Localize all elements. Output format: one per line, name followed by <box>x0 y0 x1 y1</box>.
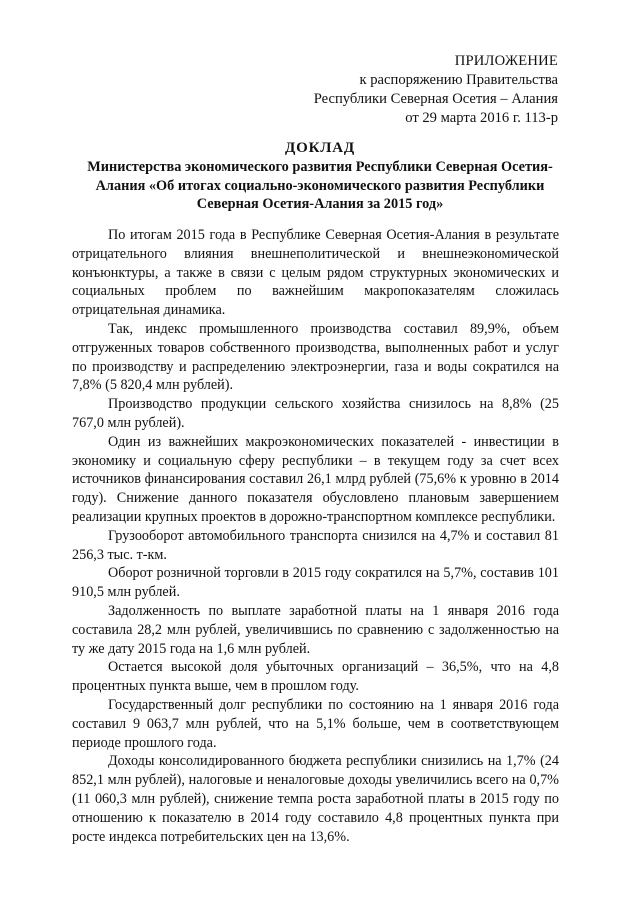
report-body <box>72 226 559 846</box>
appendix-government-line: Республики Северная Осетия – Алания <box>313 91 558 107</box>
appendix-order-line: к распоряжению Правительства <box>359 72 558 88</box>
paragraph: По итогам 2015 года в Республике Северная Осетия-Алания в результате отрицательного влияния внешнеполитической и внешнеэкономической конъюнктуры, а также в связи с целым рядом структурных экономических и социальных проблем по важнейшим макропоказателям сложилась отрицательная динамика. <box>72 227 559 319</box>
paragraph: Один из важнейших макроэкономических показателей - инвестиции в экономику и социальную сферу республики – в текущем году за счет всех источников финансирования составил 26,1 млрд рублей (75,6% к уровню в 2014 году). Снижение данного показателя обусловлено плановым завершением реализации крупных проектов в дорожно-транспортном комплексе республики. <box>72 433 559 525</box>
report-subtitle: Министерства экономического развития Республики Северная Осетия-Алания «Об итогах социально-экономического развития Республики Северная Осетия-Алания за 2015 год» <box>87 159 553 212</box>
appendix-label: ПРИЛОЖЕНИЕ <box>454 53 558 69</box>
appendix-header <box>228 52 558 128</box>
paragraph: Производство продукции сельского хозяйства снизилось на 8,8% (25 767,0 млн рублей). <box>72 396 559 431</box>
report-title: ДОКЛАД <box>285 140 355 156</box>
paragraph: Грузооборот автомобильного транспорта снизился на 4,7% и составил 81 256,3 тыс. т-км. <box>72 527 559 563</box>
paragraph: Оборот розничной торговли в 2015 году сократился на 5,7%, составив 101 910,5 млн рублей. <box>72 565 559 601</box>
paragraph: Государственный долг республики по состоянию на 1 января 2016 года составил 9 063,7 млн рублей, что на 5,1% больше, чем в соответствующем периоде прошлого года. <box>72 696 559 751</box>
paragraph: Задолженность по выплате заработной платы на 1 января 2016 года составила 28,2 млн рублей, увеличившись по сравнению с задолженностью на ту же дату 2015 года на 1,6 млн рублей. <box>72 602 559 657</box>
paragraph: Доходы консолидированного бюджета республики снизились на 1,7% (24 852,1 млн рублей), налоговые и неналоговые доходы увеличились всего на 0,7% (11 060,3 млн рублей), снижение темпа роста заработной платы в 2015 году по отношению к показателю в 2014 году составило 4,8 процентных пункта при росте индекса потребительских цен на 13,6%. <box>72 753 559 845</box>
paragraph: Так, индекс промышленного производства составил 89,9%, объем отгруженных товаров собственного производства, выполненных работ и услуг по производству и распределению электроэнергии, газа и воды сократился на 7,8% (5 820,4 млн рублей). <box>72 320 559 394</box>
paragraph: Остается высокой доля убыточных организаций – 36,5%, что на 4,8 процентных пункта выше, чем в прошлом году. <box>72 659 559 695</box>
appendix-date-line: от 29 марта 2016 г. 113-р <box>405 110 558 126</box>
